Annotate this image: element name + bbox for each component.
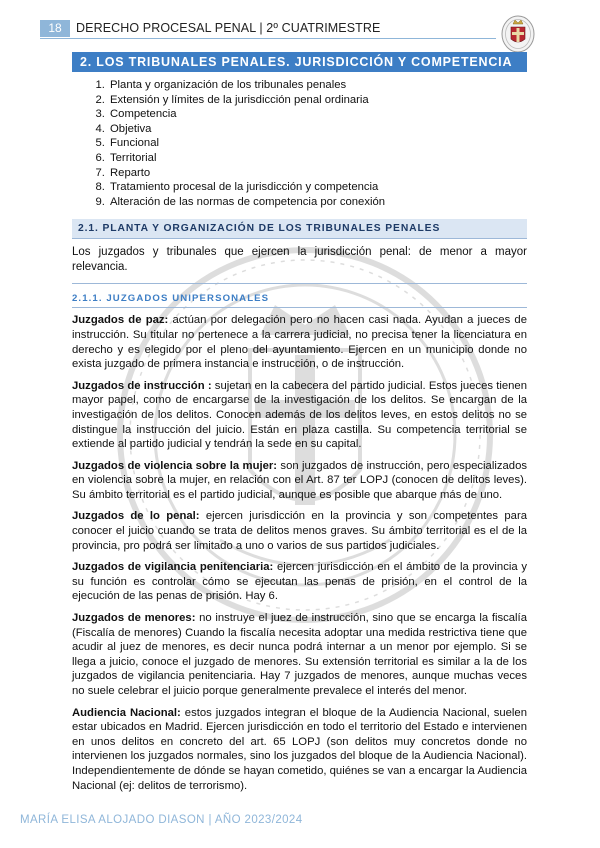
- toc-item: 4. Objetiva: [108, 122, 527, 137]
- toc-item: 7. Reparto: [108, 166, 527, 181]
- paragraph-text: no instruye el juez de instrucción, sino que se encarga la fiscalía (Fiscalía de menores) Cuando la fiscalía necesita adoptar una medida restrictiva tiene que acudir al juez de menores, es decir nunca podrá internar a un menor por ejemplo. Si se llega a juicio, conoce el juzgado de menores. Su extensión territorial es similar a la de los juzgados de vigilancia penitenciaria. Hay 7 juzgados de menores, aunque muchas veces no suele celebrar el juicio porque generalmente prevalece el interés del menor.: [72, 612, 527, 697]
- paragraph-text: sujetan en la cabecera del partido judicial. Estos jueces tienen mayor papel, como de encargarse de la investigación de los delitos. Se encargan de la investigación de los delitos. Conocen además de los delitos leves, en estos delitos no se distingue la instrucción del juicio. Están en plaza castilla. Su competencia territorial se extiende al partido judicial y tendrán la sede en su capital.: [72, 379, 527, 451]
- paragraph-juzgados-de-lo-penal: [72, 509, 527, 553]
- toc-item: 3. Competencia: [108, 107, 527, 122]
- page-content: [72, 52, 527, 793]
- paragraph-juzgados-de-menores: [72, 611, 527, 699]
- paragraph-text: ejercen jurisdicción en la provincia y son competentes para conocer el juicio cuando se trata de delitos menos graves. Su ámbito territorial es el de la provincia, pro podrá ser limitado a uno o varios de sus partidos judiciales.: [72, 510, 527, 552]
- subsubsection-title: 2.1.1. JUZGADOS UNIPERSONALES: [72, 293, 527, 308]
- paragraphs: [72, 313, 527, 793]
- paragraph-term: Juzgados de vigilancia penitenciaria:: [72, 561, 274, 574]
- paragraph-vigilancia-penitenciaria: [72, 560, 527, 604]
- paragraph-text: actúan por delegación pero no hacen casi nada. Ayudan a jueces de instrucción. Su titular no pertenece a la carrera judicial, no precisa tener la licenciatura en derecho y es elegido por el pleno del ayuntamiento. Ejercen en un municipio donde no exista juzgado de primera instancia e instrucción, o de instrucción.: [72, 314, 527, 371]
- paragraph-term: Juzgados de paz:: [72, 314, 169, 327]
- paragraph-term: Juzgados de menores:: [72, 612, 196, 625]
- paragraph-term: Juzgados de instrucción :: [72, 379, 212, 392]
- paragraph-term: Audiencia Nacional:: [72, 706, 181, 719]
- page-header: [0, 0, 600, 60]
- section-toc: [72, 78, 527, 209]
- paragraph-audiencia-nacional: [72, 706, 527, 794]
- paragraph-text: estos juzgados integran el bloque de la Audiencia Nacional, suelen estar ubicados en Madrid. Ejercen jurisdicción en todo el territorio del Estado e intervienen en unos delitos en concreto del art. 65 LOPJ (son delitos muy concretos donde no intervienen los juzgados normales, sino los juzgados del bloque de la Audiencia Nacional). Independientemente de dónde se hayan cometido, quiénes se van a encargar la Audiencia Nacional (ej: delitos de terrorismo).: [72, 706, 527, 792]
- toc-item: 9. Alteración de las normas de competencia por conexión: [108, 195, 527, 210]
- toc-item: 8. Tratamiento procesal de la jurisdicción y competencia: [108, 180, 527, 195]
- paragraph-text: ejercen jurisdicción en el ámbito de la provincia y su función es controlar cómo se ejecutan las penas de prisión, en el control de la ejecución de las penas de prisión. Hay 6.: [72, 561, 527, 603]
- toc-item: 5. Funcional: [108, 136, 527, 151]
- page-number: 18: [40, 20, 70, 37]
- section-title: 2. LOS TRIBUNALES PENALES. JURISDICCIÓN Y COMPETENCIA: [72, 52, 527, 72]
- paragraph-text: son juzgados de instrucción, pero especializados en violencia sobre la mujer, en relación con el Art. 87 ter LOPJ (conocen de delitos leves). Su ámbito territorial es el partido judicial, aunque es posible que abarque más de uno.: [72, 459, 527, 501]
- paragraph-juzgados-de-paz: [72, 313, 527, 371]
- university-seal-icon: [500, 12, 536, 54]
- toc-item: 6. Territorial: [108, 151, 527, 166]
- paragraph-juzgados-de-instruccion: [72, 379, 527, 452]
- page-footer: MARÍA ELISA ALOJADO DIASON | AÑO 2023/2024: [20, 814, 303, 826]
- toc-item: 2. Extensión y límites de la jurisdicción penal ordinaria: [108, 93, 527, 108]
- subsection-title: 2.1. PLANTA Y ORGANIZACIÓN DE LOS TRIBUNALES PENALES: [72, 219, 527, 239]
- toc-item: 1. Planta y organización de los tribunales penales: [108, 78, 527, 93]
- paragraph-violencia-sobre-la-mujer: [72, 459, 527, 503]
- subsection-intro: Los juzgados y tribunales que ejercen la jurisdicción penal: de menor a mayor relevancia.: [72, 245, 527, 284]
- paragraph-term: Juzgados de violencia sobre la mujer:: [72, 459, 278, 472]
- header-rule: [40, 38, 496, 39]
- paragraph-term: Juzgados de lo penal:: [72, 510, 200, 523]
- header-title: DERECHO PROCESAL PENAL | 2º CUATRIMESTRE: [76, 21, 381, 35]
